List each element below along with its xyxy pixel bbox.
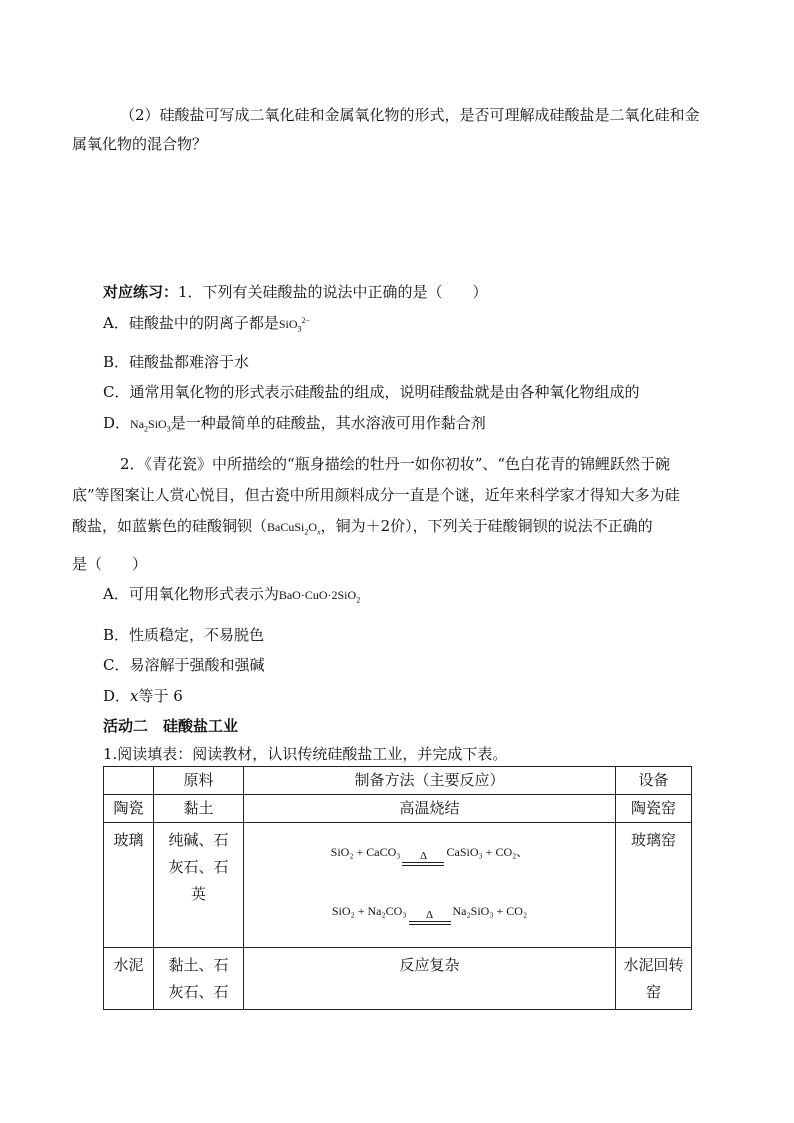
question-2-line-1: （2）硅酸盐可写成二氧化硅和金属氧化物的形式，是否可理解成硅酸盐是二氧化硅和金 [120, 106, 700, 124]
table-cell: 反应复杂 [244, 948, 616, 1010]
table-row [104, 948, 692, 1010]
q2-option-a: A．可用氧化物形式表示为BaO·CuO·2SiO$_2$ [103, 585, 361, 605]
activity-title: 活动二 硅酸盐工业 [103, 717, 239, 735]
table-row [104, 795, 692, 823]
q2-line-1: 2．《青花瓷》中所描绘的“瓶身描绘的牡丹一如你初妆”、“色白花青的锦鲤跃然于碗 [120, 455, 671, 473]
table-cell [154, 948, 244, 1010]
table-cell: 玻璃窑 [616, 823, 692, 948]
heat-arrow: Δ [409, 909, 451, 925]
q2-line-3: 酸盐，如蓝紫色的硅酸铜钡（$BaCuSi_2O_x$，铜为＋2价），下列关于硅酸铜钡的说法不正确的 [72, 517, 653, 537]
table-cell: 陶瓷窑 [616, 795, 692, 823]
barium-copper-silicate-formula: $BaCuSi_2O_x$ [267, 520, 321, 537]
q1-option-a-text: A．硅酸盐中的阴离子都是 [103, 314, 279, 332]
table-cell [616, 948, 692, 1010]
activity-instruction: 1.阅读填表：阅读教材，认识传统硅酸盐工业，并完成下表。 [103, 745, 508, 763]
table-header-row [104, 767, 692, 795]
cement-equipment: 水泥回转窑 [623, 956, 684, 1001]
table-cell: 高温烧结 [244, 795, 616, 823]
question-2-line-2: 属氧化物的混合物？ [72, 135, 208, 153]
q2-option-b: B．性质稳定，不易脱色 [103, 626, 265, 644]
table-cell: 水泥 [104, 948, 154, 1010]
q2-option-d: D．x等于 6 [103, 687, 183, 705]
q1-option-d: D．$Na_2SiO_3$是一种最简单的硅酸盐，其水溶液可用作黏合剂 [103, 414, 486, 434]
q1-option-c: C．通常用氧化物的形式表示硅酸盐的组成，说明硅酸盐就是由各种氧化物组成的 [103, 383, 640, 401]
table-cell [154, 823, 244, 948]
q1-option-b: B．硅酸盐都难溶于水 [103, 353, 250, 371]
table-row [104, 823, 692, 948]
glass-equation-1: SiO₂ + CaCO₃ Δ CaSiO₃ + CO₂ 、 [244, 839, 615, 866]
glass-raw-materials: 纯碱、石灰石、石英 [168, 831, 229, 903]
practice-heading: 对应练习： [103, 283, 179, 301]
oxide-form-formula: BaO·CuO·2SiO$_2$ [278, 588, 361, 605]
q1-option-a [103, 313, 310, 334]
table-cell: 玻璃 [104, 823, 154, 948]
q1-stem: 1．下列有关硅酸盐的说法中正确的是（ ） [178, 283, 488, 301]
silicate-ion-formula: SiO$_3^{2-}$ [278, 316, 311, 334]
practice-q1-stem-line [103, 282, 488, 302]
table-cell: 陶瓷 [104, 795, 154, 823]
sodium-silicate-formula: $Na_2SiO_3$ [130, 417, 171, 434]
cement-raw-materials: 黏土、石灰石、石 [168, 956, 229, 1001]
table-header-cell: 原料 [154, 767, 244, 795]
heat-arrow: Δ [402, 850, 444, 866]
silicate-industry-table [103, 766, 692, 1010]
q2-line-2: 底”等图案让人赏心悦目，但古瓷中所用颜料成分一直是个谜，近年来科学家才得知大多为硅 [72, 486, 680, 504]
glass-reaction-cell [244, 823, 616, 948]
table-header-cell: 制备方法（主要反应） [244, 767, 616, 795]
q2-line-4: 是（ ） [72, 555, 148, 573]
q2-option-c: C．易溶解于强酸和强碱 [103, 656, 265, 674]
table-header-cell [104, 767, 154, 795]
table-cell: 黏土 [154, 795, 244, 823]
table-header-cell: 设备 [616, 767, 692, 795]
glass-equation-2: SiO₂ + Na₂CO₃ Δ Na₂SiO₃ + CO₂ [244, 898, 615, 925]
